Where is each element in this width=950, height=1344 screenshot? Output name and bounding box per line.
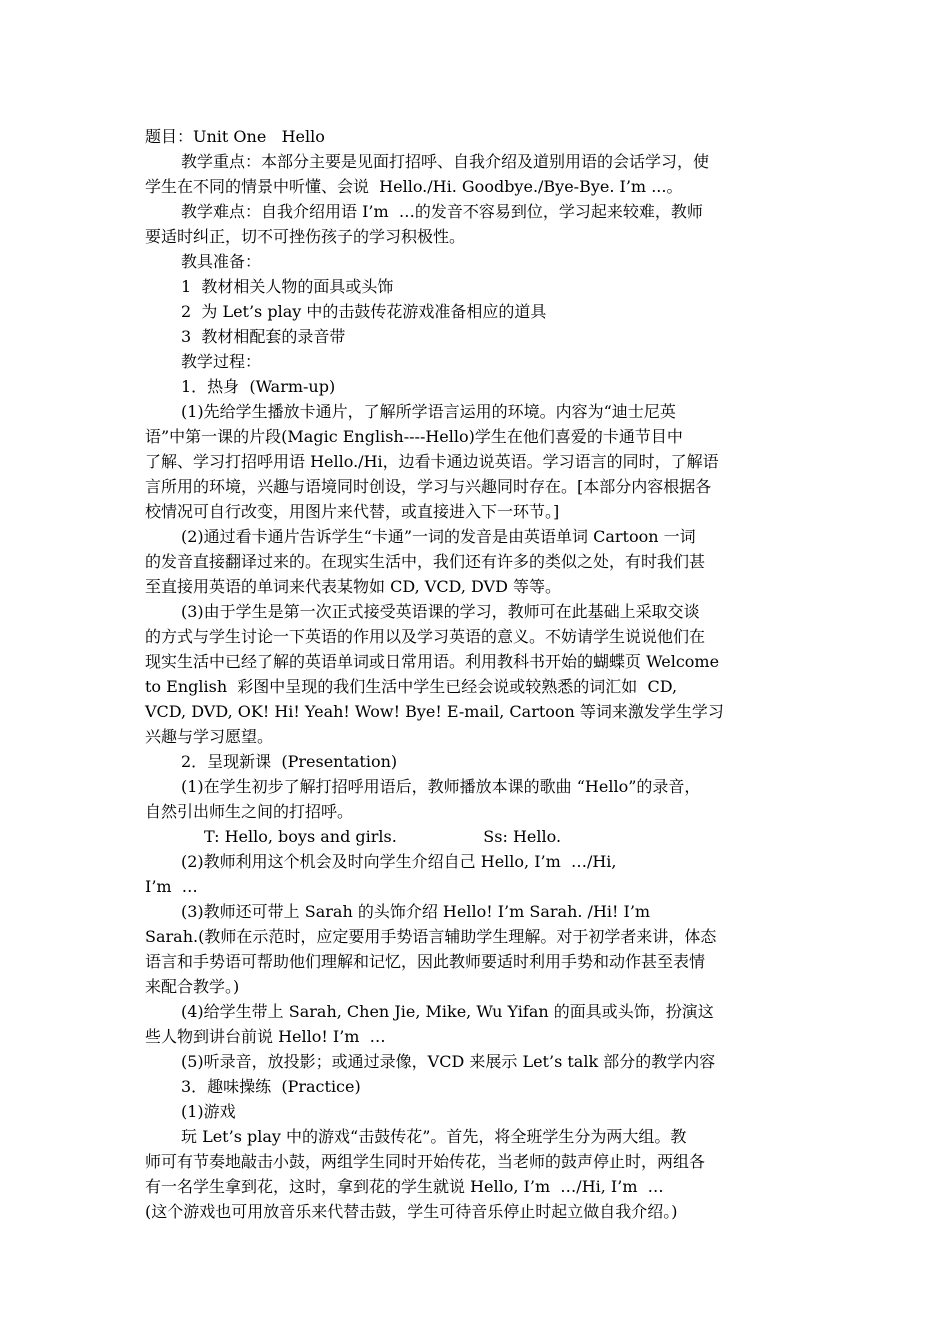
doc-title: 题目：Unit One Hello: [145, 127, 325, 146]
paragraph-line: 有一名学生拿到花，这时，拿到花的学生就说 Hello, I’m …/Hi, I’m …: [145, 1177, 664, 1196]
dialogue-line: T: Hello, boys and girls. Ss: Hello.: [204, 827, 562, 846]
paragraph-line: (1)先给学生播放卡通片，了解所学语言运用的环境。内容为“迪士尼英: [181, 402, 676, 421]
paragraph-line: 师可有节奏地敲击小鼓，两组学生同时开始传花，当老师的鼓声停止时，两组各: [145, 1152, 706, 1171]
paragraph-line: (5)听录音，放投影；或通过录像，VCD 来展示 Let’s talk 部分的教学内容: [181, 1052, 716, 1071]
list-item: 1 教材相关人物的面具或头饰: [181, 277, 394, 296]
paragraph-line: (2)通过看卡通片告诉学生“卡通”一词的发音是由英语单词 Cartoon 一词: [181, 527, 696, 546]
paragraph-line: (3)教师还可带上 Sarah 的头饰介绍 Hello! I’m Sarah. /Hi! I’m: [181, 902, 651, 921]
paragraph-line: 的方式与学生讨论一下英语的作用以及学习英语的意义。不妨请学生说说他们在: [145, 627, 706, 646]
paragraph-line: (2)教师利用这个机会及时向学生介绍自己 Hello, I’m …/Hi,: [181, 852, 617, 871]
paragraph-line: 要适时纠正，切不可挫伤孩子的学习积极性。: [145, 227, 466, 246]
paragraph-line: to English 彩图中呈现的我们生活中学生已经会说或较熟悉的词汇如 CD,: [145, 677, 678, 696]
list-item: 3 教材相配套的录音带: [181, 327, 346, 346]
paragraph-line: 玩 Let’s play 中的游戏“击鼓传花”。首先，将全班学生分为两大组。教: [181, 1127, 687, 1146]
paragraph-line: 语言和手势语可帮助他们理解和记忆，因此教师要适时利用手势和动作甚至表情: [145, 952, 706, 971]
paragraph-line: 自然引出师生之间的打招呼。: [145, 802, 354, 821]
section-heading: 2．呈现新课 (Presentation): [181, 752, 398, 771]
paragraph-line: Sarah.(教师在示范时，应定要用手势语言辅助学生理解。对于初学者来讲，体态: [145, 927, 717, 946]
paragraph-line: 学生在不同的情景中听懂、会说 Hello./Hi. Goodbye./Bye-Bye. I’m ...。: [145, 177, 683, 196]
paragraph-line: (这个游戏也可用放音乐来代替击鼓，学生可待音乐停止时起立做自我介绍。): [145, 1202, 678, 1221]
paragraph-line: 了解、学习打招呼用语 Hello./Hi，边看卡通边说英语。学习语言的同时，了解语: [145, 452, 719, 471]
paragraph-line: 教学重点：本部分主要是见面打招呼、自我介绍及道别用语的会话学习，使: [181, 152, 710, 171]
section-heading: 教具准备：: [181, 252, 262, 271]
paragraph-line: 现实生活中已经了解的英语单词或日常用语。利用教科书开始的蝴蝶页 Welcome: [145, 652, 720, 671]
paragraph-line: 语”中第一课的片段(Magic English----Hello)学生在他们喜爱的卡通节目中: [145, 427, 683, 446]
paragraph-line: 的发音直接翻译过来的。在现实生活中，我们还有许多的类似之处，有时我们甚: [145, 552, 706, 571]
paragraph-line: 校情况可自行改变，用图片来代替，或直接进入下一环节。]: [145, 502, 560, 521]
paragraph-line: VCD, DVD, OK! Hi! Yeah! Wow! Bye! E-mail, Cartoon 等词来激发学生学习: [145, 702, 724, 721]
paragraph-line: I’m …: [145, 877, 198, 896]
paragraph-line: 至直接用英语的单词来代表某物如 CD, VCD, DVD 等等。: [145, 577, 562, 596]
paragraph-line: (1)在学生初步了解打招呼用语后，教师播放本课的歌曲 “Hello”的录音，: [181, 777, 701, 796]
section-heading: 教学过程：: [181, 352, 262, 371]
paragraph-line: (3)由于学生是第一次正式接受英语课的学习，教师可在此基础上采取交谈: [181, 602, 700, 621]
paragraph-line: 来配合教学。): [145, 977, 240, 996]
section-heading: (1)游戏: [181, 1102, 236, 1121]
section-heading: 3．趣味操练 (Practice): [181, 1077, 361, 1096]
paragraph-line: 些人物到讲台前说 Hello! I’m …: [145, 1027, 386, 1046]
paragraph-line: 教学难点：自我介绍用语 I’m …的发音不容易到位，学习起来较难，教师: [181, 202, 703, 221]
section-heading: 1．热身 (Warm-up): [181, 377, 336, 396]
paragraph-line: 言所用的环境，兴趣与语境同时创设，学习与兴趣同时存在。[本部分内容根据各: [145, 477, 712, 496]
list-item: 2 为 Let’s play 中的击鼓传花游戏准备相应的道具: [181, 302, 547, 321]
paragraph-line: (4)给学生带上 Sarah, Chen Jie, Mike, Wu Yifan 的面具或头饰，扮演这: [181, 1002, 714, 1021]
paragraph-line: 兴趣与学习愿望。: [145, 727, 274, 746]
